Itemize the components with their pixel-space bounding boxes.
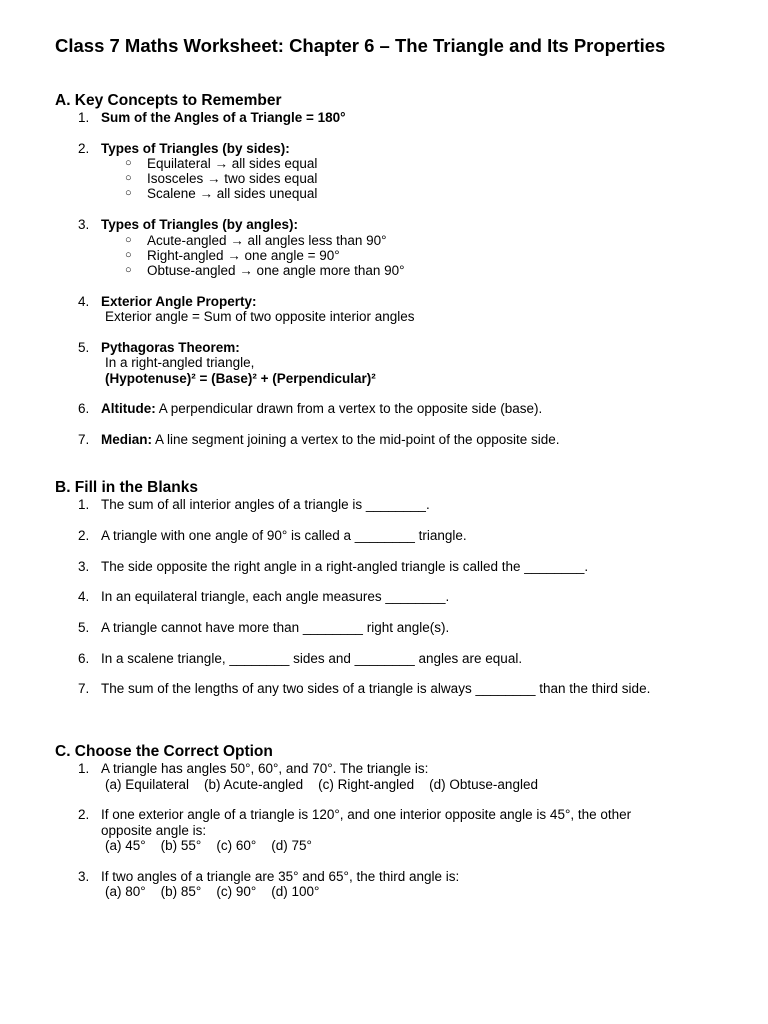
bullet-icon: ○ [125,172,132,184]
item-number: 5. [78,620,90,635]
item-number: 6. [78,401,90,416]
sub-bullet-text: Equilateral → all sides equal [147,156,318,171]
concept-title: Pythagoras Theorem: [101,340,240,355]
sub-bullet-text: Acute-angled → all angles less than 90° [147,233,387,248]
question-text: A triangle with one angle of 90° is called a ________ triangle. [101,528,467,543]
item-number: 1. [78,761,90,776]
question-text: In a scalene triangle, ________ sides and ________ angles are equal. [101,651,523,666]
section-b-heading: B. Fill in the Blanks [55,479,198,496]
item-number: 3. [78,869,90,884]
item-number: 3. [78,559,90,574]
concept-title: Sum of the Angles of a Triangle = 180° [101,110,346,125]
concept-title: Types of Triangles (by angles): [101,217,299,232]
concept-title: Exterior Angle Property: [101,294,257,309]
bullet-icon: ○ [125,264,132,276]
item-number: 6. [78,651,90,666]
item-number: 5. [78,340,90,355]
item-number: 2. [78,141,90,156]
item-number: 3. [78,217,90,232]
question-text: If two angles of a triangle are 35° and 65°, the third angle is: [101,869,460,884]
concept-line [101,432,671,448]
sub-bullet-text: Right-angled → one angle = 90° [147,248,340,263]
question-text: A triangle has angles 50°, 60°, and 70°. The triangle is: [101,761,429,776]
question-text: If one exterior angle of a triangle is 120°, and one interior opposite angle is 45°, the other opposite angle is: [101,807,632,838]
question-text: The sum of all interior angles of a triangle is ________. [101,497,430,512]
bullet-icon: ○ [125,157,132,169]
concept-detail-text: Exterior angle = Sum of two opposite interior angles [105,309,415,324]
item-number: 4. [78,294,90,309]
question-text: In an equilateral triangle, each angle measures ________. [101,589,450,604]
section-c-heading: C. Choose the Correct Option [55,743,273,760]
question-text: The sum of the lengths of any two sides of a triangle is always ________ than the third side. [101,681,651,696]
item-number: 1. [78,110,90,125]
bullet-icon: ○ [125,249,132,261]
concept-title: Types of Triangles (by sides): [101,141,290,156]
question-text: The side opposite the right angle in a right-angled triangle is called the ________. [101,559,589,574]
page-title: Class 7 Maths Worksheet: Chapter 6 – The Triangle and Its Properties [55,35,666,56]
concept-title: Altitude: [101,401,156,416]
bullet-icon: ○ [125,187,132,199]
item-number: 2. [78,528,90,543]
item-number: 7. [78,681,90,696]
answer-options: (a) 45° (b) 55° (c) 60° (d) 75° [105,838,312,853]
item-number: 2. [78,807,90,822]
section-a-heading: A. Key Concepts to Remember [55,92,282,109]
concept-detail-text: In a right-angled triangle, [105,355,255,370]
concept-definition: A line segment joining a vertex to the mid-point of the opposite side. [152,432,560,447]
sub-bullet-text: Obtuse-angled → one angle more than 90° [147,263,405,278]
item-number: 4. [78,589,90,604]
answer-options: (a) 80° (b) 85° (c) 90° (d) 100° [105,884,320,899]
question-text: A triangle cannot have more than ________ right angle(s). [101,620,450,635]
item-number: 7. [78,432,90,447]
sub-bullet-text: Scalene → all sides unequal [147,186,318,201]
sub-bullet-text: Isosceles → two sides equal [147,171,318,186]
answer-options: (a) Equilateral (b) Acute-angled (c) Right-angled (d) Obtuse-angled [105,777,538,792]
bullet-icon: ○ [125,234,132,246]
item-number: 1. [78,497,90,512]
concept-line [101,401,671,417]
concept-definition: A perpendicular drawn from a vertex to the opposite side (base). [155,401,543,416]
concept-title: Median: [101,432,153,447]
pythagoras-formula: (Hypotenuse)² = (Base)² + (Perpendicular)² [105,371,376,386]
